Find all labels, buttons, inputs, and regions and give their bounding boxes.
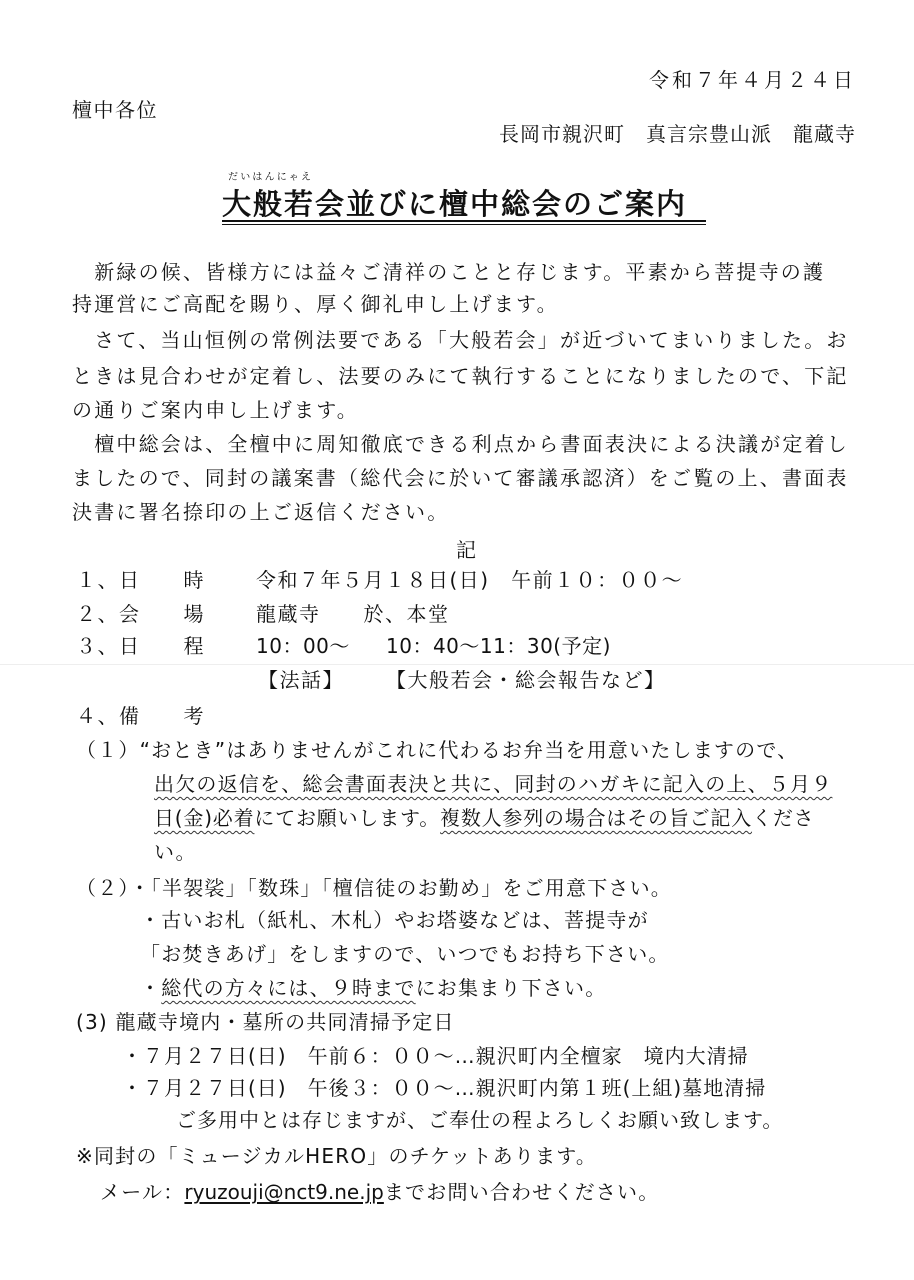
body-p2-line2: ときは見合わせが定着し、法要のみにて執行することになりましたので、下記 [72,364,849,388]
title-underline [222,220,706,222]
item-3-event1: 【法話】 [258,668,344,692]
body-p1-line1: 新緑の候、皆様方には益々ご清祥のことと存じます。平素から菩提寺の護 [72,260,826,284]
mail-address-link[interactable]: ryuzouji@nct9.ne.jp [184,1180,384,1204]
title-underline-thin [222,224,706,225]
issue-date: 令和７年４月２４日 [649,68,856,92]
scan-artifact-line [0,664,914,665]
mail-suffix: までお問い合わせください。 [383,1180,660,1204]
note-2-line2: ・古いお札（紙札、木札）やお塔婆などは、菩提寺が [140,908,649,932]
item-3-label: ３、日 程 [76,634,205,658]
note-2-line3: 「お焚きあげ」をしますので、いつでもお持ち下さい。 [140,942,670,966]
item-2-value: 龍蔵寺 於、本堂 [256,602,450,626]
note-2-line1: （２）・「半袈裟」「数珠」「檀信徒のお勤め」をご用意下さい。 [76,876,672,900]
item-3-time2: 10：40～11：30(予定) [386,634,611,658]
note-1-multiple: 複数人参列の場合はその旨ご記入 [440,806,753,830]
body-p3-line1: 檀中総会は、全檀中に周知徹底できる利点から書面表決による決議が定着し [72,432,849,456]
item-1-value: 令和７年５月１８日(日) 午前１０：００～ [256,568,684,592]
note-2-bullet: ・ [140,976,162,1000]
note-1-line3 [154,804,814,832]
note-3-line3: ・７月２７日(日) 午後３：００～…親沢町内第１班(上組)墓地清掃 [122,1076,767,1100]
note-3-line4: ご多用中とは存じますが、ご奉仕の程よろしくお願い致します。 [176,1108,784,1132]
sender: 長岡市親沢町 真言宗豊山派 龍蔵寺 [499,122,856,146]
body-p1-line2: 持運営にご高配を賜り、厚く御礼申し上げます。 [72,292,559,316]
note-3-line1: (3) 龍蔵寺境内・墓所の共同清掃予定日 [76,1010,455,1034]
note-2-gather-time: 総代の方々には、９時まで [161,976,416,1000]
item-4-label: ４、備 考 [76,704,205,728]
note-1-line2 [154,770,832,798]
note-1-line2-text: 出欠の返信を、総会書面表決と共に、同封のハガキに記入の上、５月９ [154,772,833,796]
body-p2-line1: さて、当山恒例の常例法要である「大般若会」が近づいてまいりました。お [72,328,849,352]
body-p3-line2: ましたので、同封の議案書（総代会に於いて審議承認済）をご覧の上、書面表 [72,466,849,490]
note-1-line4: い。 [154,840,197,864]
body-p3-line3: 決書に署名捺印の上ご返信ください。 [72,500,450,524]
addressee: 檀中各位 [72,98,158,122]
note-1-end: くださ [752,806,815,830]
note-1-line1: （１）“おとき”はありませんがこれに代わるお弁当を用意いたしますので、 [76,738,799,762]
note-1-request: にてお願いします。 [254,806,441,830]
mail-line [100,1178,659,1206]
item-3-time1: 10：00～ [256,634,350,658]
item-1-label: １、日 時 [76,568,205,592]
ki-heading: 記 [456,538,478,562]
item-2-label: ２、会 場 [76,602,205,626]
mail-label: メール： [100,1180,185,1204]
ticket-note: ※同封の「ミュージカルHERO」のチケットあります。 [76,1144,598,1168]
note-2-line4 [140,974,606,1002]
note-2-gather-rest: にお集まり下さい。 [415,976,607,1000]
note-1-deadline: 日(金)必着 [154,806,255,830]
note-3-line2: ・７月２７日(日) 午前６：００～…親沢町内全檀家 境内大清掃 [122,1044,749,1068]
title-ruby: だいはんにゃえ [228,172,314,183]
body-p2-line3: の通りご案内申し上げます。 [72,398,359,422]
page-title: 大般若会並びに檀中総会のご案内 [222,187,688,221]
item-3-event2: 【大般若会・総会報告など】 [386,668,666,692]
